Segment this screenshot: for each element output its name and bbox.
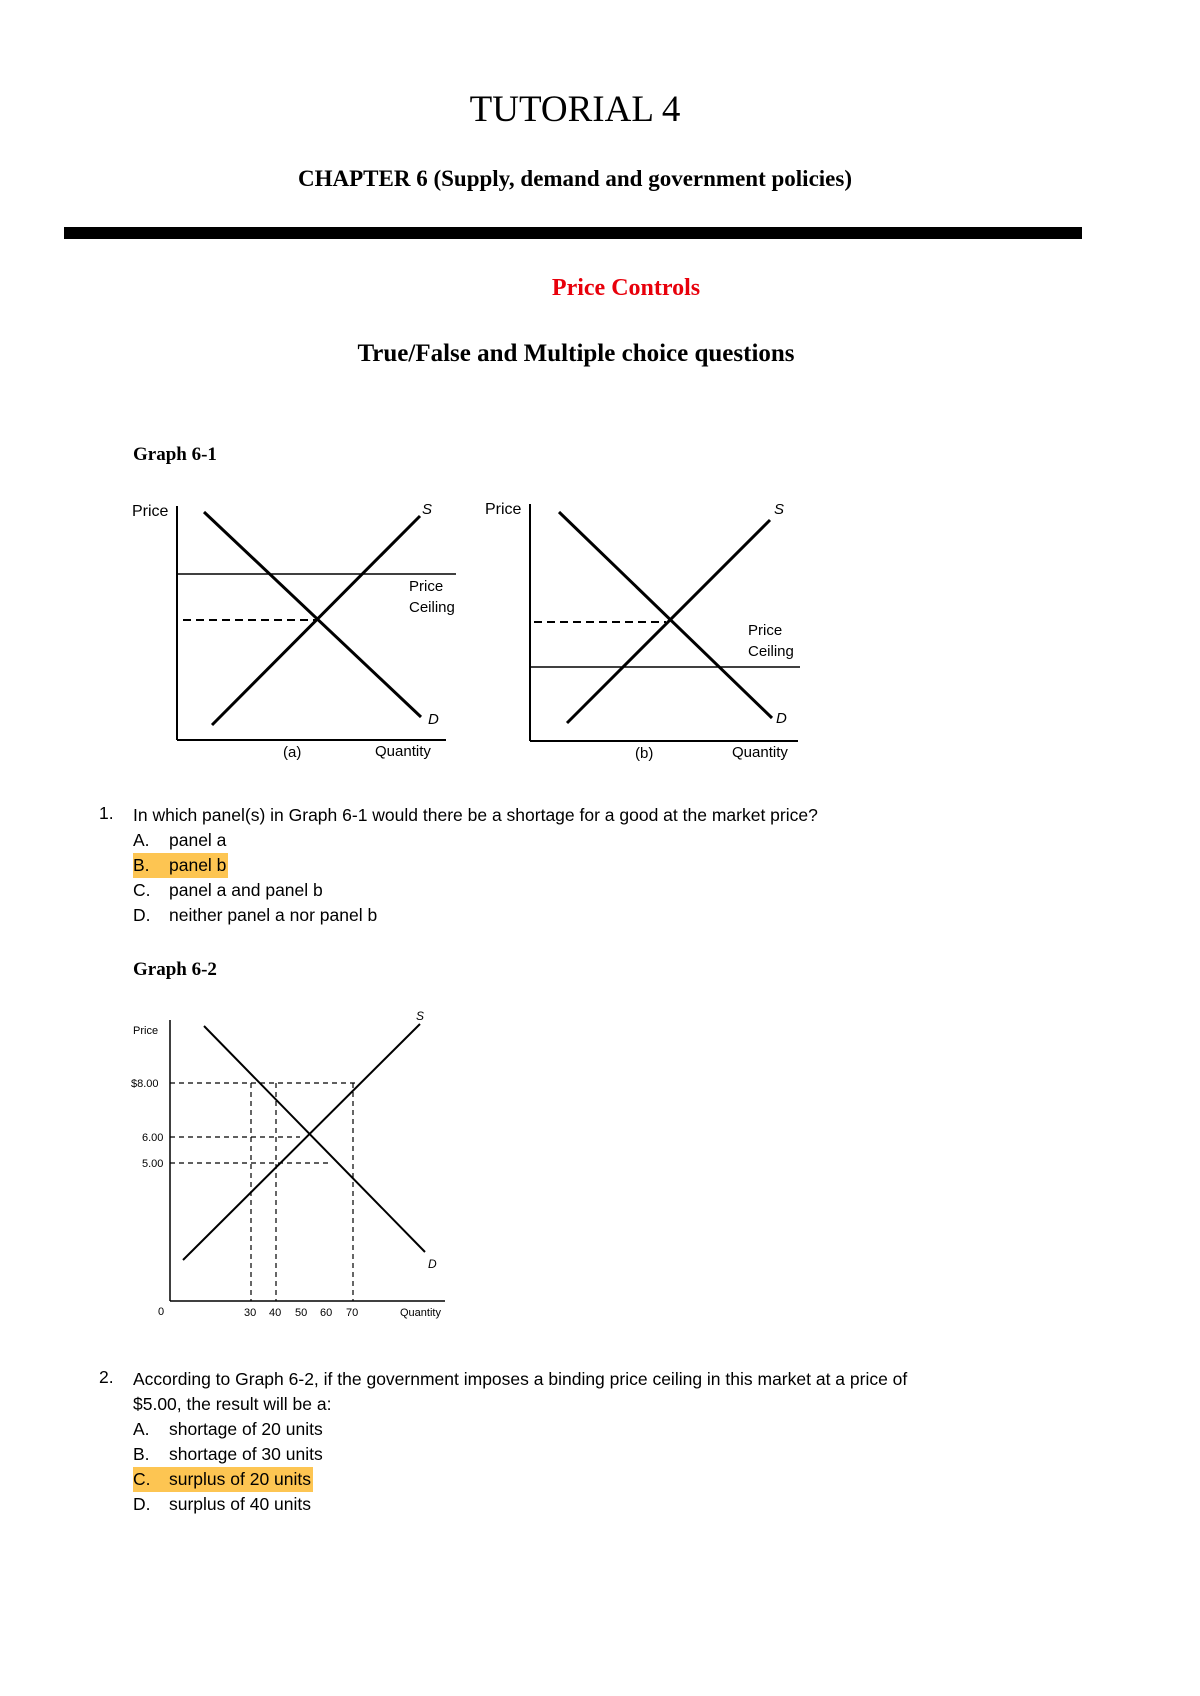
panel-a-supply-label: S <box>422 501 433 518</box>
graph-6-2-xtick-40: 40 <box>269 1307 282 1319</box>
option-text: panel a and panel b <box>169 880 323 900</box>
question-2-option-c-highlighted[interactable] <box>133 1467 313 1492</box>
question-1-option-d[interactable] <box>133 903 377 928</box>
page-title: TUTORIAL 4 <box>469 89 681 130</box>
option-text: neither panel a nor panel b <box>169 905 378 925</box>
option-letter: D. <box>133 1494 151 1514</box>
graph-6-2-demand-curve <box>204 1026 425 1252</box>
option-text: surplus of 20 units <box>169 1469 312 1489</box>
question-2-option-b[interactable] <box>133 1442 323 1467</box>
graph-6-2-quantity-label: Quantity <box>400 1307 441 1319</box>
question-type-heading: True/False and Multiple choice questions <box>357 340 795 367</box>
option-letter: B. <box>133 1444 150 1464</box>
graph-6-1-panel-b <box>480 490 810 765</box>
option-text: surplus of 40 units <box>169 1494 312 1514</box>
panel-b-price-label: Price <box>485 501 522 518</box>
question-2-number: 2. <box>99 1367 114 1387</box>
graph-6-2-origin: 0 <box>158 1306 165 1318</box>
panel-b-ceiling-label-1: Price <box>748 622 783 639</box>
panel-a-quantity-label: Quantity <box>375 743 431 760</box>
question-2-option-a[interactable] <box>133 1417 323 1442</box>
graph-6-2-supply-curve <box>183 1024 420 1260</box>
question-1-number: 1. <box>99 803 114 823</box>
question-1-text: In which panel(s) in Graph 6-1 would there be a shortage for a good at the market price? <box>133 805 818 825</box>
panel-b-supply-label: S <box>774 501 785 518</box>
graph-6-2-xtick-30: 30 <box>244 1307 257 1319</box>
graph-6-2-xtick-50: 50 <box>295 1307 308 1319</box>
graph-6-2-tick-5: 5.00 <box>142 1158 164 1170</box>
panel-a-ceiling-label-1: Price <box>409 578 444 595</box>
panel-b-quantity-label: Quantity <box>732 744 788 761</box>
option-letter: B. <box>133 855 150 875</box>
question-2-option-d[interactable] <box>133 1492 311 1517</box>
panel-a-demand-curve <box>204 512 421 717</box>
panel-a-ceiling-label-2: Ceiling <box>409 599 455 616</box>
question-2 <box>99 1367 1119 1517</box>
question-2-text-line-2: $5.00, the result will be a: <box>133 1394 332 1414</box>
graph-6-2-label: Graph 6-2 <box>133 959 217 980</box>
graph-6-2-xtick-70: 70 <box>346 1307 359 1319</box>
panel-b-panel-label: (b) <box>635 745 654 762</box>
question-1 <box>99 803 1099 923</box>
graph-6-2-supply-label: S <box>416 1009 425 1023</box>
option-letter: C. <box>133 1469 151 1489</box>
question-2-text-line-1: According to Graph 6-2, if the government imposes a binding price ceiling in this market at a price of <box>133 1369 908 1389</box>
graph-6-2-price-label: Price <box>133 1025 159 1037</box>
graph-6-2 <box>120 1000 460 1330</box>
option-letter: D. <box>133 905 151 925</box>
panel-b-demand-curve <box>559 512 772 718</box>
panel-b-demand-label: D <box>776 710 787 727</box>
question-1-option-b-highlighted[interactable] <box>133 853 228 878</box>
panel-a-demand-label: D <box>428 711 439 728</box>
graph-6-2-demand-label: D <box>428 1257 437 1271</box>
option-letter: C. <box>133 880 151 900</box>
panel-a-panel-label: (a) <box>283 744 302 761</box>
option-text: panel a <box>169 830 227 850</box>
graph-6-2-tick-6: 6.00 <box>142 1132 164 1144</box>
chapter-heading: CHAPTER 6 (Supply, demand and government policies) <box>298 166 852 191</box>
graph-6-2-tick-8: $8.00 <box>131 1078 159 1090</box>
panel-b-ceiling-label-2: Ceiling <box>748 643 794 660</box>
option-text: panel b <box>169 855 227 875</box>
graph-6-2-xtick-60: 60 <box>320 1307 333 1319</box>
graph-6-1-panel-a <box>120 490 480 765</box>
option-text: shortage of 30 units <box>169 1444 323 1464</box>
panel-a-price-label: Price <box>132 503 169 520</box>
question-1-option-c[interactable] <box>133 878 323 903</box>
option-letter: A. <box>133 830 150 850</box>
section-heading: Price Controls <box>551 275 701 301</box>
graph-6-1-label: Graph 6-1 <box>133 444 217 465</box>
heading-divider <box>64 227 1082 239</box>
option-text: shortage of 20 units <box>169 1419 323 1439</box>
option-letter: A. <box>133 1419 150 1439</box>
question-1-option-a[interactable] <box>133 828 226 853</box>
